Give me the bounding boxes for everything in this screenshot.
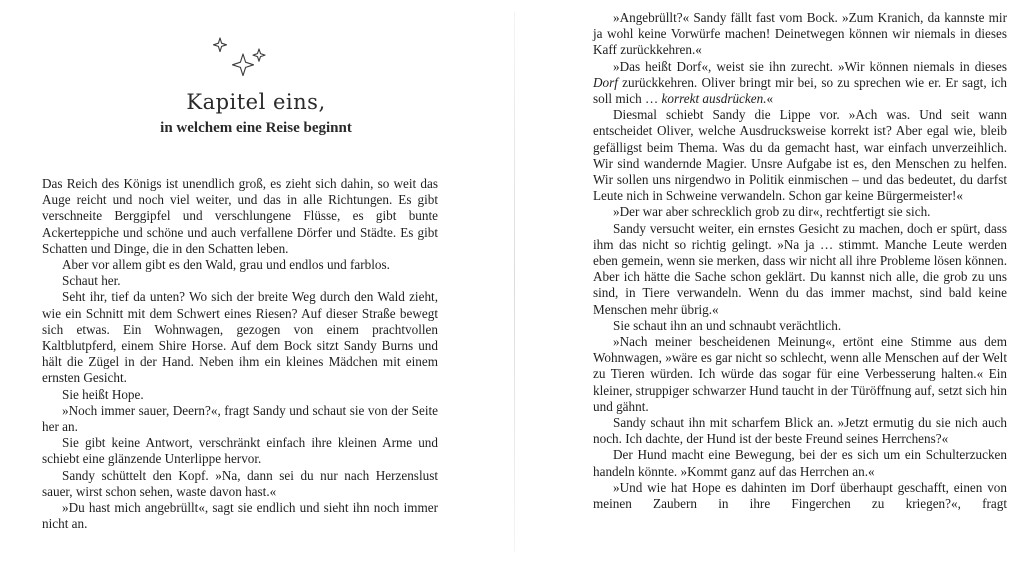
paragraph: Der Hund macht eine Bewegung, bei der es sich um ein Schulterzucken handeln könnte. »Kommt ganz auf das Herrchen an.« [593, 447, 1007, 479]
right-page [517, 0, 1024, 561]
emphasis: korrekt ausdrücken. [661, 91, 767, 107]
chapter-subtitle: in welchem eine Reise beginnt [160, 120, 352, 136]
paragraph: Sie gibt keine Antwort, verschränkt einfach ihre kleinen Arme und schiebt eine glänzende Unterlippe hervor. [42, 435, 438, 467]
paragraph: »Noch immer sauer, Deern?«, fragt Sandy und schaut sie von der Seite her an. [42, 402, 438, 435]
paragraph: Seht ihr, tief da unten? Wo sich der breite Weg durch den Wald zieht, wie ein Schnitt mit dem Schwert eines Riesen? Auf dieser Straße bewegt sich etwas. Ein Wohnwagen, gezogen von einem prachtvollen Kaltblutpferd, einem Shire Horse. Auf dem Bock sitzt Sandy Burns und hält die Zügel in der Hand. Neben ihm ein kleines Mädchen mit einem ernsten Gesicht. [42, 289, 438, 386]
paragraph: »Du hast mich angebrüllt«, sagt sie endlich und sieht ihn noch immer nicht an. [42, 500, 438, 532]
emphasis: Dorf [593, 74, 618, 90]
chapter-title: Kapitel eins, [186, 90, 326, 114]
paragraph [593, 59, 1007, 108]
paragraph: »Angebrüllt?« Sandy fällt fast vom Bock. »Zum Kranich, da kannste mir ja wohl keine Vorwürfe machen! Deinetwegen können wir niemals in dieses Kaff zurückkehren.« [593, 10, 1007, 58]
paragraph: Aber vor allem gibt es den Wald, grau und endlos und farblos. [62, 257, 390, 273]
right-page-text [593, 10, 1007, 512]
paragraph: Sie schaut ihn an und schnaubt verächtlich. [613, 317, 842, 333]
text-run: »Das heißt Dorf«, weist sie ihn zurecht. »Wir können niemals in dieses [613, 58, 1007, 74]
paragraph: Sandy versucht weiter, ein ernstes Gesicht zu machen, doch er spürt, dass ihm das nicht so richtig gelingt. »Na ja … stimmt. Manche Leute werden eben gemein, wenn sie merken, dass wir nicht all ihre Probleme lösen können. Aber ich hätte die Sache schon geklärt. Du kannst nich alle, die grob zu uns sind, in Tiere verwandeln. Wenn du das immer machst, sind bald keine Menschen mehr übrig.« [593, 220, 1007, 317]
sparkle-stars-icon [206, 34, 272, 80]
paragraph: Sandy schüttelt den Kopf. »Na, dann sei du nur nach Herzenslust sauer, wirst schon sehen, waste davon hast.« [42, 467, 438, 499]
paragraph: Das Reich des Königs ist unendlich groß, es zieht sich dahin, so weit das Auge reicht und noch viel weiter, und das in alle Richtungen. Es gibt verschneite Berggipfel und verschlungene Flüsse, es gibt bunte Ackerteppiche und schöne und auch verfallene Dörfer und Städte. Es gibt Schatten und Dinge, die in den Schatten leben. [42, 176, 438, 256]
paragraph: »Der war aber schrecklich grob zu dir«, rechtfertigt sie sich. [613, 204, 931, 220]
text-run: zurückkehren. Oliver bringt mir bei, so zu sprechen wie er. Er sagt, ich soll mich … [593, 74, 1007, 107]
paragraph: Sandy schaut ihn mit scharfem Blick an. »Jetzt ermutig du sie nich auch noch. Ich dachte, der Hund ist der beste Freund seines Herrchens?« [593, 415, 1007, 447]
left-page-text [42, 176, 438, 532]
paragraph: »Und wie hat Hope es dahinten im Dorf überhaupt geschafft, einen von meinen Zaubern in ihre Fingerchen zu kriegen?«, fragt [593, 479, 1007, 512]
paragraph: Sie heißt Hope. [62, 386, 144, 402]
paragraph: »Nach meiner bescheidenen Meinung«, ertönt eine Stimme aus dem Wohnwagen, »wäre es gar nicht so schlecht, wenn alle Menschen auf der Welt zu Tieren würden. Ich würde das sogar für eine Verbesserung halten.« Ein kleiner, struppiger schwarzer Hund taucht in der Türöffnung auf, setzt sich hin und gähnt. [593, 334, 1007, 414]
page-gutter [514, 12, 515, 552]
paragraph: Diesmal schiebt Sandy die Lippe vor. »Ach was. Und seit wann entscheidet Oliver, welche Ausdrucksweise korrekt ist? Aber egal wie, bleib gefälligst beim Thema. Was du da gemacht hast, war einfach unverzeihlich. Wir sind wandernde Magier. Unsre Aufgabe ist es, den Menschen zu helfen. Wir sollen uns nirgendwo in Politik einmischen – und das bedeutet, du darfst Leute nich in Schweine verwandeln. Schon gar keine Bürgermeister!« [593, 107, 1007, 204]
text-run: « [766, 91, 774, 107]
paragraph: Schaut her. [62, 273, 121, 289]
